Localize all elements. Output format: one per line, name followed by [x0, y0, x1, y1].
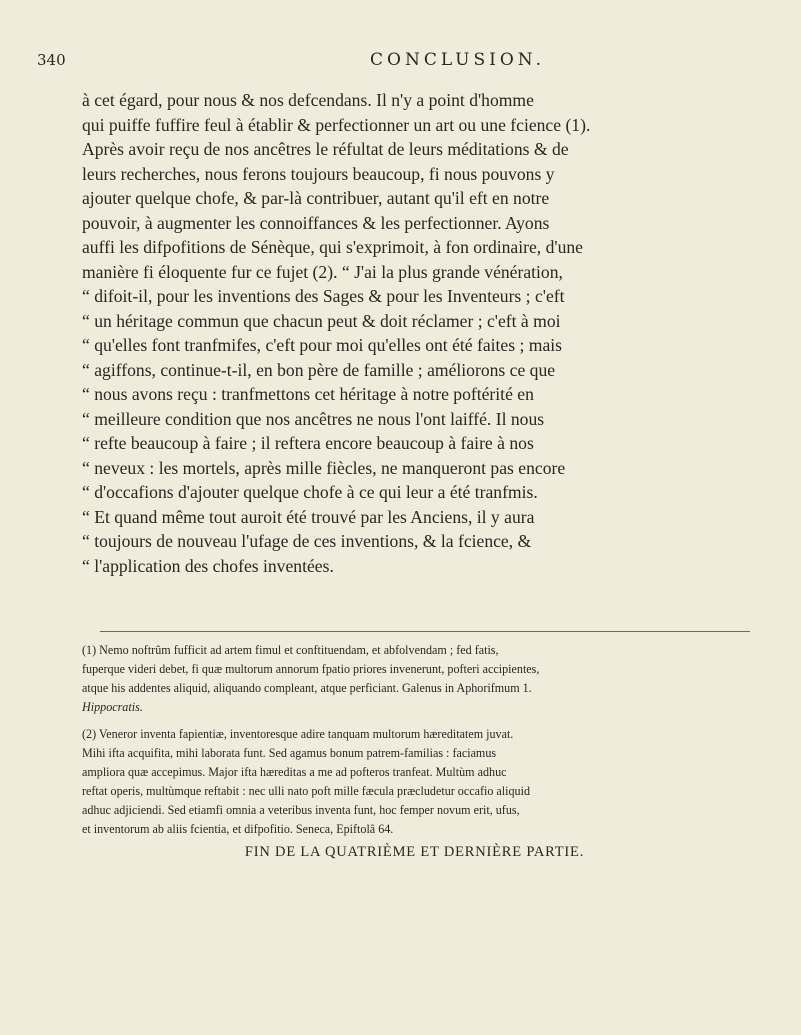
footnote-line: (1) Nemo noftrûm fufficit ad artem fimul et conftituendam, et abfolvendam ; fed fatis, [82, 643, 499, 657]
text-line: “ agiffons, continue-t-il, en bon père de famille ; améliorons ce que [82, 359, 556, 380]
text-line: “ refte beaucoup à faire ; il reftera encore beaucoup à faire à nos [82, 433, 534, 453]
text-line: “ nous avons reçu : tranfmettons cet héritage à notre poftérité en [82, 384, 534, 404]
running-head: CONCLUSION. [370, 50, 546, 70]
text-line: “ l'application des chofes inventées. [82, 555, 334, 576]
text-line: auffi les difpofitions de Sénèque, qui s'exprimoit, à fon ordinaire, d'une [82, 237, 583, 257]
footnote-line: fuperque videri debet, fi quæ multorum annorum fpatio priores invenerunt, pofteri accipientes, [82, 662, 540, 676]
page-header [0, 50, 801, 74]
text-line: “ toujours de nouveau l'ufage de ces inventions, & la fcience, & [82, 531, 532, 551]
text-line: “ difoit-il, pour les inventions des Sages & pour les Inventeurs ; c'eft [82, 286, 565, 306]
footnote-line: reftat operis, multùmque reftabit : nec ulli nato poft mille fæcula præcludetur occafio aliquid [82, 784, 531, 798]
text-line: pouvoir, à augmenter les connoiffances & les perfectionner. Ayons [82, 212, 550, 233]
text-line: leurs recherches, nous ferons toujours beaucoup, fi nous pouvons y [82, 163, 555, 184]
text-line: ajouter quelque chofe, & par-là contribuer, autant qu'il eft en notre [82, 188, 550, 208]
footnote-2 [82, 725, 752, 839]
text-line: Après avoir reçu de nos ancêtres le réfultat de leurs méditations & de [82, 139, 569, 159]
footnote-1 [82, 641, 752, 717]
footnote-line: et inventorum ab aliis fcientia, et difpofitio. Seneca, Epiftolâ 64. [82, 822, 394, 836]
footnotes [82, 641, 752, 839]
text-line: à cet égard, pour nous & nos defcendans. Il n'y a point d'homme [82, 90, 534, 110]
footnote-line: Hippocratis. [82, 700, 143, 714]
text-line: “ un héritage commun que chacun peut & doit réclamer ; c'eft à moi [82, 310, 561, 331]
footnote-divider [100, 631, 750, 632]
text-line: “ d'occafions d'ajouter quelque chofe à ce qui leur a été tranfmis. [82, 482, 538, 502]
page-number: 340 [37, 51, 66, 69]
text-line: “ neveux : les mortels, après mille fiècles, ne manqueront pas encore [82, 457, 566, 478]
footnote-line: (2) Veneror inventa fapientiæ, inventoresque adire tanquam multorum hæreditatem juvat. [82, 727, 514, 741]
main-text [82, 88, 752, 578]
text-line: qui puiffe fuffire feul à établir & perfectionner un art ou une fcience (1). [82, 114, 591, 135]
footnote-line: atque his addentes aliquid, aliquando compleant, atque perficiant. Galenus in Aphorifmum 1. [82, 681, 532, 695]
text-line: “ Et quand même tout auroit été trouvé par les Anciens, il y aura [82, 506, 535, 527]
footnote-line: adhuc adjiciendi. Sed etiamfi omnia a veteribus inventa funt, hoc femper novum erit, ufus, [82, 803, 520, 817]
footnote-line: ampliora quæ accepimus. Major ifta hæreditas a me ad pofteros tranfeat. Multùm adhuc [82, 765, 507, 779]
end-note-text: FIN DE LA QUATRIÈME ET DERNIÈRE PARTIE. [244, 844, 585, 860]
footnote-line: Mihi ifta acquifita, mihi laborata funt. Sed agamus bonum patrem-familias : faciamus [82, 746, 497, 760]
text-line: “ qu'elles font tranfmifes, c'eft pour moi qu'elles ont été faites ; mais [82, 335, 562, 355]
text-line: “ meilleure condition que nos ancêtres ne nous l'ont laiffé. Il nous [82, 408, 545, 429]
end-of-part-note [0, 844, 801, 861]
text-line: manière fi éloquente fur ce fujet (2). “ J'ai la plus grande vénération, [82, 261, 563, 282]
